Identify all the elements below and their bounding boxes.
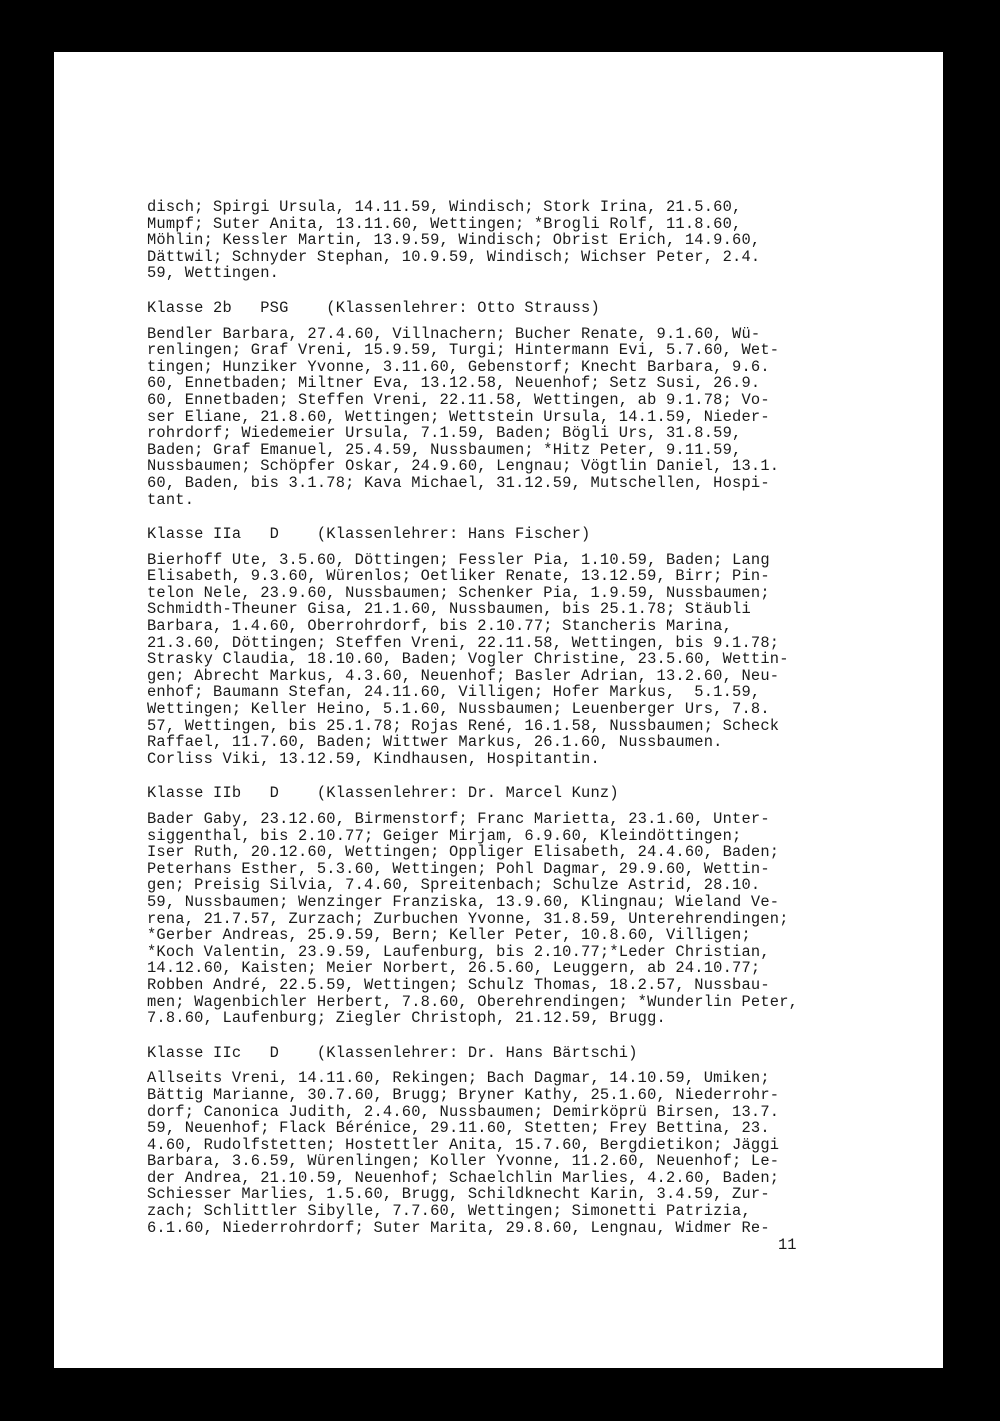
text-line: Corliss Viki, 13.12.59, Kindhausen, Hospitantin. — [147, 749, 600, 768]
text-line: 59, Nussbaumen; Wenzinger Franziska, 13.9.60, Klingnau; Wieland Ve- — [147, 892, 780, 911]
text-line: Raffael, 11.7.60, Baden; Wittwer Markus, 26.1.60, Nussbaumen. — [147, 733, 723, 752]
text-line: Wettingen; Keller Heino, 5.1.60, Nussbaumen; Leuenberger Urs, 7.8. — [147, 700, 770, 719]
text-line: rohrdorf; Wiedemeier Ursula, 7.1.59, Baden; Bögli Urs, 31.8.59, — [147, 424, 742, 443]
text-line: Bader Gaby, 23.12.60, Birmenstorf; Franc Marietta, 23.1.60, Unter- — [147, 810, 770, 828]
intro-paragraph — [147, 199, 867, 282]
document-body — [147, 199, 867, 1236]
text-line: Bättig Marianne, 30.7.60, Brugg; Bryner Kathy, 25.1.60, Niederrohr- — [147, 1085, 780, 1104]
section-klasse-iic — [147, 1045, 867, 1237]
text-line: ser Eliane, 21.8.60, Wettingen; Wettstein Ursula, 14.1.59, Nieder- — [147, 407, 770, 426]
text-line: 59, Wettingen. — [147, 264, 280, 283]
text-line: Barbara, 1.4.60, Oberrohrdorf, bis 2.10.77; Stancheris Marina, — [147, 617, 733, 636]
text-line: 6.1.60, Niederrohrdorf; Suter Marita, 29.8.60, Lengnau, Widmer Re- — [147, 1218, 770, 1237]
text-line: 7.8.60, Laufenburg; Ziegler Christoph, 21.12.59, Brugg. — [147, 1009, 666, 1028]
text-line: Baden; Graf Emanuel, 25.4.59, Nussbaumen; *Hitz Peter, 9.11.59, — [147, 440, 742, 459]
text-line: 60, Ennetbaden; Steffen Vreni, 22.11.58, Wettingen, ab 9.1.78; Vo- — [147, 390, 770, 409]
text-line: dorf; Canonica Judith, 2.4.60, Nussbaumen; Demirköprü Birsen, 13.7. — [147, 1102, 780, 1121]
page-number: 11 — [778, 1236, 797, 1254]
text-line: Schiesser Marlies, 1.5.60, Brugg, Schildknecht Karin, 3.4.59, Zur- — [147, 1185, 770, 1204]
section-heading: Klasse 2b PSG (Klassenlehrer: Otto Strauss) — [147, 298, 600, 317]
text-line: Peterhans Esther, 5.3.60, Wettingen; Pohl Dagmar, 29.9.60, Wettin- — [147, 859, 770, 878]
text-line: der Andrea, 21.10.59, Neuenhof; Schaelchlin Marlies, 4.2.60, Baden; — [147, 1168, 780, 1187]
text-line: Möhlin; Kessler Martin, 13.9.59, Windisch; Obrist Erich, 14.9.60, — [147, 231, 761, 250]
text-line: Schmidth-Theuner Gisa, 21.1.60, Nussbaumen, bis 25.1.78; Stäubli — [147, 600, 751, 619]
text-line: Robben André, 22.5.59, Wettingen; Schulz Thomas, 18.2.57, Nussbau- — [147, 975, 770, 994]
text-line: men; Wagenbichler Herbert, 7.8.60, Oberehrendingen; *Wunderlin Peter, — [147, 992, 799, 1011]
text-line: Dättwil; Schnyder Stephan, 10.9.59, Windisch; Wichser Peter, 2.4. — [147, 247, 761, 266]
text-line: *Koch Valentin, 23.9.59, Laufenburg, bis 2.10.77;*Leder Christian, — [147, 942, 770, 961]
text-line: disch; Spirgi Ursula, 14.11.59, Windisch; Stork Irina, 21.5.60, — [147, 198, 742, 216]
text-line: zach; Schlittler Sibylle, 7.7.60, Wettingen; Simonetti Patrizia, — [147, 1202, 751, 1221]
text-line: rena, 21.7.57, Zurzach; Zurbuchen Yvonne, 31.8.59, Unterehrendingen; — [147, 909, 789, 928]
text-line: telon Nele, 23.9.60, Nussbaumen; Schenker Pia, 1.9.59, Nussbaumen; — [147, 583, 770, 602]
text-line: *Gerber Andreas, 25.9.59, Bern; Keller Peter, 10.8.60, Villigen; — [147, 926, 751, 945]
text-line: gen; Preisig Silvia, 7.4.60, Spreitenbach; Schulze Astrid, 28.10. — [147, 876, 761, 895]
text-line: 60, Ennetbaden; Miltner Eva, 13.12.58, Neuenhof; Setz Susi, 26.9. — [147, 374, 761, 393]
document-page — [54, 52, 943, 1368]
text-line: 21.3.60, Döttingen; Steffen Vreni, 22.11.58, Wettingen, bis 9.1.78; — [147, 633, 780, 652]
text-line: 14.12.60, Kaisten; Meier Norbert, 26.5.60, Leuggern, ab 24.10.77; — [147, 959, 761, 978]
text-line: tingen; Hunziker Yvonne, 3.11.60, Gebenstorf; Knecht Barbara, 9.6. — [147, 357, 770, 376]
section-klasse-iib — [147, 785, 867, 1026]
section-klasse-2b — [147, 300, 867, 508]
text-line: 60, Baden, bis 3.1.78; Kava Michael, 31.12.59, Mutschellen, Hospi- — [147, 473, 770, 492]
text-line: gen; Abrecht Markus, 4.3.60, Neuenhof; Basler Adrian, 13.2.60, Neu- — [147, 666, 780, 685]
section-heading: Klasse IIa D (Klassenlehrer: Hans Fischer) — [147, 525, 591, 544]
text-line: enhof; Baumann Stefan, 24.11.60, Villigen; Hofer Markus, 5.1.59, — [147, 683, 761, 702]
text-line: Strasky Claudia, 18.10.60, Baden; Vogler Christine, 23.5.60, Wettin- — [147, 650, 789, 669]
text-line: Nussbaumen; Schöpfer Oskar, 24.9.60, Lengnau; Vögtlin Daniel, 13.1. — [147, 457, 780, 476]
text-line: Allseits Vreni, 14.11.60, Rekingen; Bach Dagmar, 14.10.59, Umiken; — [147, 1069, 770, 1088]
text-line: 57, Wettingen, bis 25.1.78; Rojas René, 16.1.58, Nussbaumen; Scheck — [147, 716, 780, 735]
text-line: Bendler Barbara, 27.4.60, Villnachern; Bucher Renate, 9.1.60, Wü- — [147, 324, 761, 343]
text-line: 59, Neuenhof; Flack Bérénice, 29.11.60, Stetten; Frey Bettina, 23. — [147, 1119, 770, 1138]
text-line: 4.60, Rudolfstetten; Hostettler Anita, 15.7.60, Bergdietikon; Jäggi — [147, 1135, 780, 1154]
text-line: Barbara, 3.6.59, Würenlingen; Koller Yvonne, 11.2.60, Neuenhof; Le- — [147, 1152, 780, 1171]
text-line: Bierhoff Ute, 3.5.60, Döttingen; Fessler Pia, 1.10.59, Baden; Lang — [147, 550, 770, 569]
section-heading: Klasse IIc D (Klassenlehrer: Dr. Hans Bärtschi) — [147, 1043, 638, 1062]
text-line: siggenthal, bis 2.10.77; Geiger Mirjam, 6.9.60, Kleindöttingen; — [147, 826, 742, 845]
section-heading: Klasse IIb D (Klassenlehrer: Dr. Marcel Kunz) — [147, 784, 619, 803]
text-line: tant. — [147, 490, 195, 509]
text-line: Mumpf; Suter Anita, 13.11.60, Wettingen; *Brogli Rolf, 11.8.60, — [147, 214, 742, 233]
section-klasse-iia — [147, 526, 867, 767]
text-line: renlingen; Graf Vreni, 15.9.59, Turgi; Hintermann Evi, 5.7.60, Wet- — [147, 341, 780, 360]
text-line: Elisabeth, 9.3.60, Würenlos; Oetliker Renate, 13.12.59, Birr; Pin- — [147, 567, 770, 586]
text-line: Iser Ruth, 20.12.60, Wettingen; Oppliger Elisabeth, 24.4.60, Baden; — [147, 843, 780, 862]
